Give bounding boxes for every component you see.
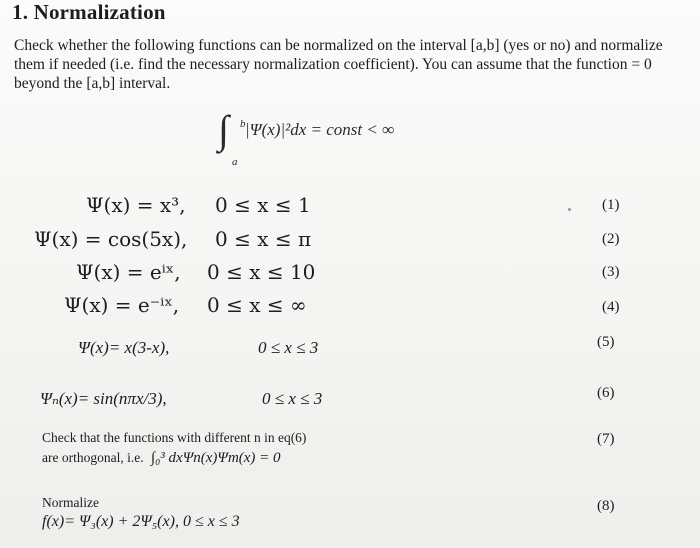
equation-domain: 0 ≤ x ≤ 3 bbox=[262, 389, 323, 408]
equation-number: (2) bbox=[602, 231, 620, 247]
equation-number: (6) bbox=[597, 385, 615, 401]
integral-body: |Ψ(x)|²dx = const < ∞ bbox=[244, 120, 395, 139]
integral-sign: ∫ b a bbox=[218, 110, 229, 150]
orthogonality-line-2 bbox=[42, 449, 306, 467]
equation-domain: 0 ≤ x ≤ 3 bbox=[258, 338, 319, 357]
equation-lhs: Ψₙ(x)= sin(nπx/3), bbox=[40, 389, 167, 408]
normalize-label: Normalize bbox=[42, 495, 99, 510]
equation-number: (3) bbox=[602, 264, 620, 280]
equation-number-7: (7) bbox=[597, 431, 615, 447]
problem-instructions: Check whether the following functions can be normalized on the interval [a,b] (yes or no) and normalize them if needed (i.e. find the necessary normalization coefficient). You can assume that the function = 0 beyond the [a,b] interval. bbox=[14, 37, 663, 92]
equation-domain: 0 ≤ x ≤ π bbox=[215, 227, 312, 251]
equation-number: (5) bbox=[597, 334, 615, 350]
equation-1 bbox=[0, 193, 700, 221]
equation-lhs: Ψ(x) = eⁱˣ, bbox=[76, 260, 181, 284]
equation-2 bbox=[0, 227, 700, 255]
orthogonality-prefix: are orthogonal, i.e. bbox=[42, 450, 144, 465]
equation-number: (1) bbox=[602, 197, 620, 213]
speck bbox=[568, 208, 571, 211]
equation-lhs: Ψ(x) = cos(5x), bbox=[34, 227, 188, 251]
equation-number: (4) bbox=[602, 299, 620, 315]
equation-lhs: Ψ(x) = e⁻ⁱˣ, bbox=[64, 293, 180, 317]
equation-lhs: Ψ(x)= x(3-x), bbox=[78, 338, 170, 357]
equation-domain: 0 ≤ x ≤ 1 bbox=[215, 193, 311, 217]
normalize-expression: f(x)= Ψ₃(x) + 2Ψ₅(x), 0 ≤ x ≤ 3 bbox=[42, 513, 240, 530]
integral-upper-limit: b bbox=[240, 118, 246, 130]
integral-lower-limit: a bbox=[232, 156, 238, 168]
equation-domain: 0 ≤ x ≤ ∞ bbox=[207, 293, 307, 317]
equation-domain: 0 ≤ x ≤ 10 bbox=[207, 260, 316, 284]
normalize-task bbox=[42, 494, 240, 531]
equation-lhs: Ψ(x) = x³, bbox=[86, 193, 186, 217]
orthogonality-integral: ∫₀³ dxΨn(x)Ψm(x) = 0 bbox=[150, 450, 281, 466]
equation-5 bbox=[0, 334, 700, 366]
equation-number-8: (8) bbox=[597, 498, 615, 514]
orthogonality-statement bbox=[42, 429, 306, 467]
normalization-integral bbox=[218, 107, 395, 168]
equation-6 bbox=[0, 385, 700, 417]
equation-3 bbox=[0, 260, 700, 288]
section-title: 1. Normalization bbox=[12, 0, 166, 24]
equation-4 bbox=[0, 293, 700, 321]
orthogonality-line-1: Check that the functions with different n in eq(6) bbox=[42, 430, 307, 445]
